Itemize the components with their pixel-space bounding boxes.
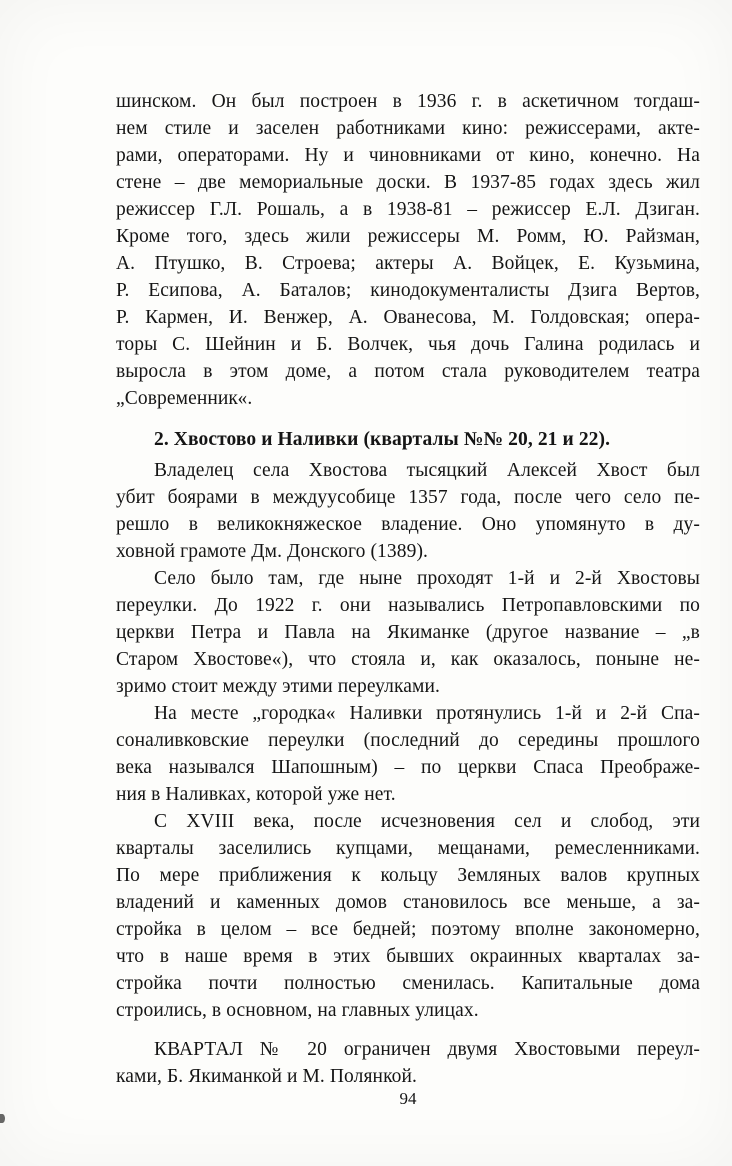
text-line: кварталы заселились купцами, мещанами, ремесленниками. — [116, 838, 700, 859]
scan-artifact — [0, 1114, 5, 1123]
page-number: 94 — [399, 1089, 417, 1108]
text-column — [116, 88, 700, 1090]
paragraph — [116, 1036, 700, 1090]
text-line: По мере приближения к кольцу Земляных валов крупных — [116, 865, 700, 886]
text-line: Кроме того, здесь жили режиссеры М. Ромм, Ю. Райзман, — [116, 226, 700, 247]
text-line: режиссер Г.Л. Рошаль, а в 1938-81 – режиссер Е.Л. Дзиган. — [116, 199, 700, 220]
text-line: стройка в целом – все бедней; поэтому вполне закономерно, — [116, 919, 700, 940]
text-line: что в наше время в этих бывших окраинных кварталах за- — [116, 946, 700, 967]
text-line: зримо стоит между этими переулками. — [116, 676, 440, 697]
text-line: стройка почти полностью сменилась. Капитальные дома — [116, 973, 700, 994]
paragraph — [116, 88, 700, 412]
text-line: владений и каменных домов становилось все меньше, а за- — [116, 892, 700, 913]
paragraph — [116, 457, 700, 565]
text-line: ховной грамоте Дм. Донского (1389). — [116, 541, 429, 562]
text-line: решло в великокняжеское владение. Оно упомянуто в ду- — [116, 514, 700, 535]
text-line: „Современник«. — [116, 388, 253, 409]
text-line: На месте „городка« Наливки протянулись 1-й и 2-й Спа- — [154, 703, 700, 724]
text-line: соналивковские переулки (последний до середины прошлого — [116, 730, 700, 751]
paragraph — [116, 565, 700, 700]
text-line: Село было там, где ныне проходят 1-й и 2-й Хвостовы — [154, 568, 700, 589]
text-line: стене – две мемориальные доски. В 1937-85 годах здесь жил — [116, 172, 700, 193]
text-line: А. Птушко, В. Строева; актеры А. Войцек, Е. Кузьмина, — [116, 253, 700, 274]
text-line: КВАРТАЛ № 20 ограничен двумя Хвостовыми переул- — [154, 1039, 700, 1060]
text-line: убит боярами в междуусобице 1357 года, после чего село пе- — [116, 487, 700, 508]
text-line: рами, операторами. Ну и чиновниками от кино, конечно. На — [116, 145, 700, 166]
text-line: нем стиле и заселен работниками кино: режиссерами, акте- — [116, 118, 700, 139]
text-line: ками, Б. Якиманкой и М. Полянкой. — [116, 1066, 418, 1087]
text-line: Старом Хвостове«), что стояла и, как оказалось, поныне не- — [116, 649, 700, 670]
text-line: переулки. До 1922 г. они назывались Петропавловскими по — [116, 595, 700, 616]
section-heading — [116, 426, 700, 453]
text-line: церкви Петра и Павла на Якиманке (другое название – „в — [116, 622, 700, 643]
text-line: строились, в основном, на главных улицах. — [116, 1000, 479, 1021]
paragraph — [116, 808, 700, 1024]
text-line: Р. Кармен, И. Венжер, А. Ованесова, М. Голдовская; опера- — [116, 307, 700, 328]
text-line: 2. Хвостово и Наливки (кварталы №№ 20, 21 и 22). — [154, 429, 611, 450]
paragraph — [116, 700, 700, 808]
text-line: Владелец села Хвостова тысяцкий Алексей Хвост был — [154, 460, 700, 481]
text-line: века назывался Шапошным) – по церкви Спаса Преображе- — [116, 757, 700, 778]
text-line: шинском. Он был построен в 1936 г. в аскетичном тогдаш- — [116, 91, 700, 112]
text-line: С XVIII века, после исчезновения сел и слобод, эти — [154, 811, 700, 832]
text-line: ния в Наливках, которой уже нет. — [116, 784, 396, 805]
text-line: выросла в этом доме, а потом стала руководителем театра — [116, 361, 700, 382]
text-line: торы С. Шейнин и Б. Волчек, чья дочь Галина родилась и — [116, 334, 700, 355]
text-line: Р. Есипова, А. Баталов; кинодокументалисты Дзига Вертов, — [116, 280, 700, 301]
